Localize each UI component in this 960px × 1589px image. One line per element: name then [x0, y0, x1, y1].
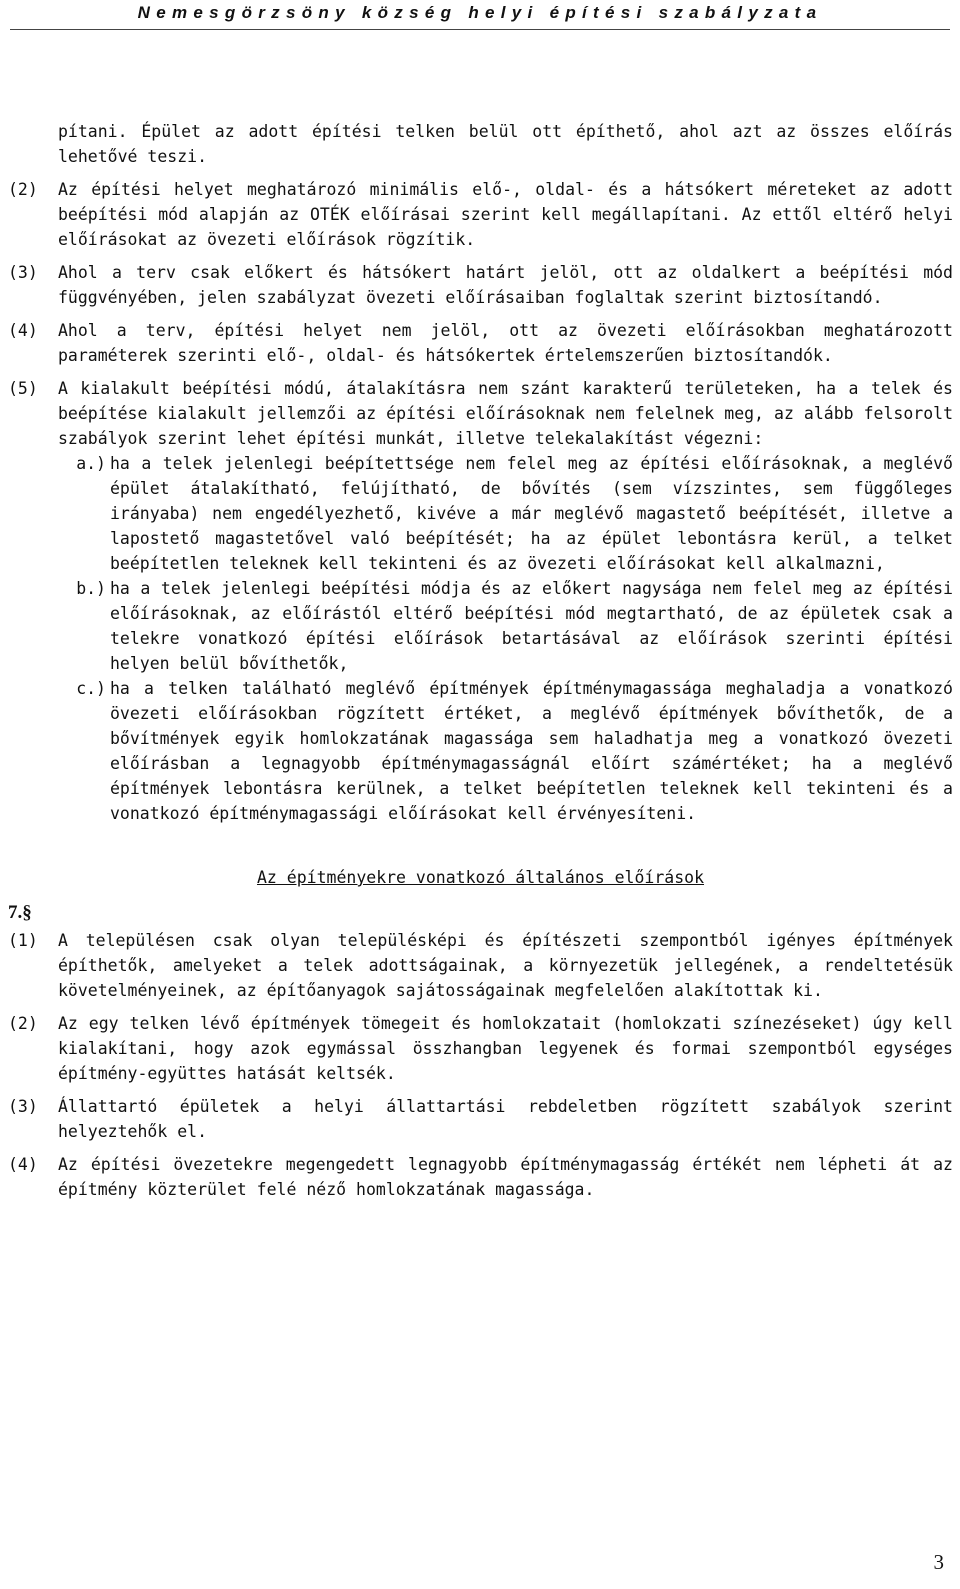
paragraph-text: Ahol a terv csak előkert és hátsókert határt jelöl, ott az oldalkert a beépítési mód függvényében, jelen szabályzat övezeti előírásaiban foglaltak szerint biztosítandó.	[58, 263, 953, 307]
paragraph-list-b	[8, 928, 953, 1202]
numbered-paragraph	[8, 1011, 953, 1086]
list-item	[8, 676, 953, 826]
numbered-paragraph	[8, 1094, 953, 1144]
numbered-paragraph	[8, 1152, 953, 1202]
subitem-list	[8, 451, 953, 826]
paragraph-number: (5)	[8, 379, 38, 398]
paragraph-text: Az építési övezetekre megengedett legnagyobb építménymagasság értékét nem lépheti át az építmény közterület felé néző homlokzatának magassága.	[58, 1155, 953, 1199]
paragraph-number: (2)	[8, 180, 38, 199]
list-item-text: ha a telek jelenlegi beépítettsége nem felel meg az építési előírásoknak, a meglévő épület átalakítható, felújítható, de bővítés (sem vízszintes, sem függőleges irányaba) nem engedélyezhető, kivéve a már meglévő magastető beépítését, illetve a lapostető magastetővel való beépítését; ha az épület lebontásra kerül, a telket beépítetlen teleknek kell tekinteni és az övezeti előírásokat kell alkalmazni,	[110, 454, 953, 573]
numbered-paragraph	[8, 318, 953, 368]
list-item-text: ha a telek jelenlegi beépítési módja és az előkert nagysága nem felel meg az építési előírásoknak, az előírástól eltérő beépítési mód megtartható, de az épületek csak a telekre vonatkozó építési előírások betartásával az előírások szerinti építési helyen belül bővíthetők,	[110, 579, 953, 673]
paragraph-number: (1)	[8, 931, 38, 950]
numbered-paragraph	[8, 376, 953, 451]
section-title: Az építményekre vonatkozó általános előírások	[256, 868, 705, 887]
list-item-text: ha a telken található meglévő építmények építménymagassága meghaladja a vonatkozó övezeti előírásokban rögzített értéket, a meglévő építmények bővíthetők, de a bővítmények egyik homlokzatának magassága sem haladhatja meg a vonatkozó övezeti előírásban a legnagyobb építménymagasságnál előírt számértéket; ha a meglévő építmények lebontásra kerülnek, a telket beépítetlen teleknek kell tekinteni és a vonatkozó építménymagassági előírásokat kell érvényesíteni.	[110, 679, 953, 823]
list-item	[8, 451, 953, 576]
list-item-label: a.)	[76, 454, 106, 473]
paragraph-number: (2)	[8, 1014, 38, 1033]
list-item-label: c.)	[76, 679, 106, 698]
paragraph-number: (4)	[8, 1155, 38, 1174]
header-divider	[10, 29, 950, 30]
paragraph-text: Az építési helyet meghatározó minimális elő-, oldal- és a hátsókert méreteket az adott beépítési mód alapján az OTÉK előírásai szerint kell megállapítani. Az ettől eltérő helyi előírásokat az övezeti előírások rögzítik.	[58, 180, 953, 249]
numbered-paragraph	[8, 260, 953, 310]
paragraph-text: Állattartó épületek a helyi állattartási rebdeletben rögzített szabályok szerint helyeztehők el.	[58, 1097, 953, 1141]
continued-paragraph	[8, 119, 953, 169]
page-header-title: Nemesgörzsöny község helyi építési szabályzata	[137, 3, 823, 22]
paragraph-text: A kialakult beépítési módú, átalakításra nem szánt karakterű területeken, ha a telek és beépítése kialakult jellemzői az építési előírásoknak nem felelnek meg, az alább felsorolt szabályok szerint lehet építési munkát, illetve telekalakítást végezni:	[58, 379, 953, 448]
paragraph-number: (3)	[8, 1097, 38, 1116]
section-number: 7.§	[8, 902, 32, 923]
document-body	[8, 119, 953, 1210]
paragraph-text: A településen csak olyan településképi és építészeti szempontból igényes építmények építhetők, amelyeket a telek adottságainak, a környezetük jellegének, a rendeltetésük követelményeinek, az építőanyagok sajátosságainak megfelelően alakítottak ki.	[58, 931, 953, 1000]
page-number: 3	[933, 1550, 944, 1574]
list-item-label: b.)	[76, 579, 106, 598]
numbered-paragraph	[8, 928, 953, 1003]
numbered-paragraph	[8, 177, 953, 252]
paragraph-text: Ahol a terv, építési helyet nem jelöl, ott az övezeti előírásokban meghatározott paraméterek szerinti elő-, oldal- és hátsókertek értelemszerűen biztosítandók.	[58, 321, 953, 365]
paragraph-number: (3)	[8, 263, 38, 282]
list-item	[8, 576, 953, 676]
paragraph-text: Az egy telken lévő építmények tömegeit és homlokzatait (homlokzati színezéseket) úgy kell kialakítani, hogy azok egymással összhangban legyenek és formai szempontból egységes építmény-együttes hatását keltsék.	[58, 1014, 953, 1083]
paragraph-number: (4)	[8, 321, 38, 340]
paragraph-text: pítani. Épület az adott építési telken belül ott építhető, ahol azt az összes előírás lehetővé teszi.	[58, 122, 953, 166]
paragraph-list-a	[8, 177, 953, 451]
